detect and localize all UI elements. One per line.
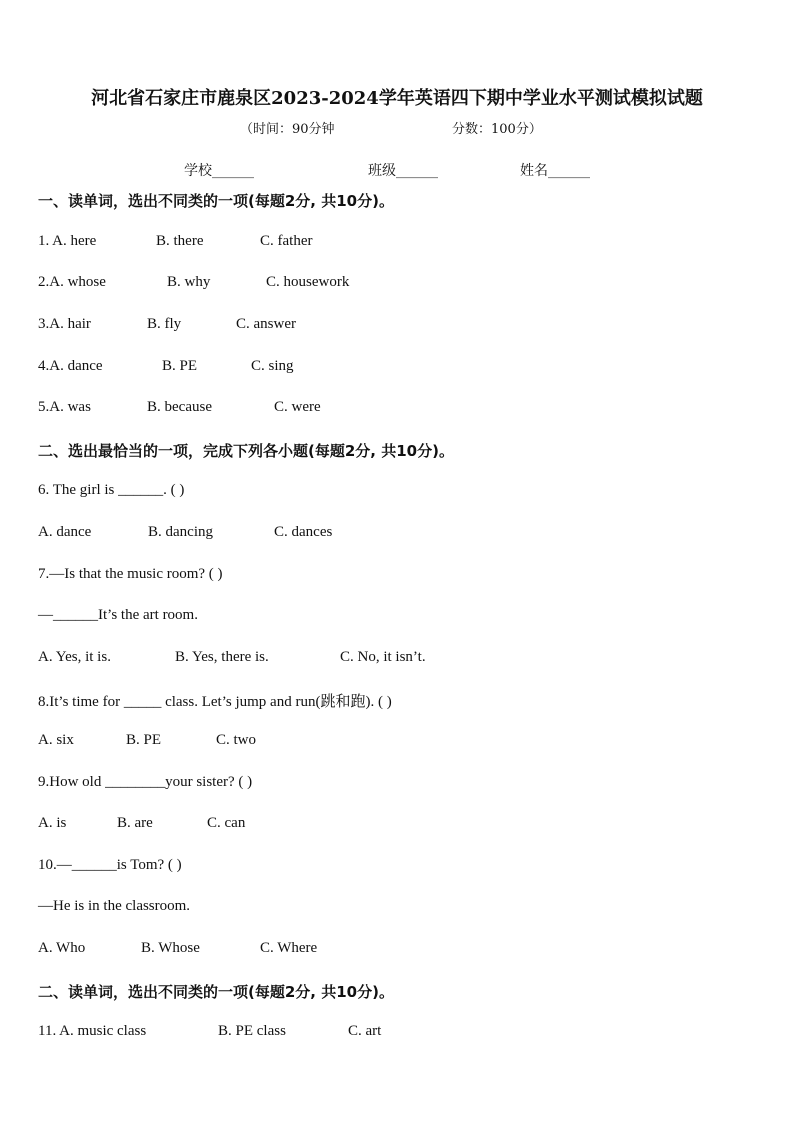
option-c: C. father bbox=[260, 233, 313, 249]
option-b: B. Whose bbox=[141, 940, 200, 956]
question-10-options bbox=[38, 940, 317, 957]
page-title: 河北省石家庄市鹿泉区2023-2024学年英语四下期中学业水平测试模拟试题 bbox=[91, 88, 703, 109]
exam-score: 分数：100分） bbox=[452, 122, 542, 137]
option-b: B. PE class bbox=[218, 1023, 286, 1039]
option-a: 5.A. was bbox=[38, 399, 91, 415]
option-b: B. there bbox=[156, 233, 204, 249]
option-b: B. PE bbox=[126, 732, 162, 748]
option-b: B. PE bbox=[162, 358, 198, 374]
option-b: B. Yes, there is. bbox=[175, 649, 269, 665]
question-2 bbox=[38, 274, 349, 291]
question-11 bbox=[38, 1023, 381, 1040]
option-b: B. dancing bbox=[148, 524, 213, 540]
section1-heading: 一、读单词，选出不同类的一项(每题2分, 共10分)。 bbox=[38, 192, 394, 210]
option-c: C. answer bbox=[236, 316, 296, 332]
option-a: 2.A. whose bbox=[38, 274, 106, 290]
question-8-options bbox=[38, 732, 256, 749]
question-10-answer-line: —He is in the classroom. bbox=[38, 898, 191, 914]
option-a: A. is bbox=[38, 815, 67, 831]
question-1 bbox=[38, 233, 312, 250]
question-7: 7.—Is that the music room? ( ) bbox=[38, 566, 223, 582]
option-a: A. dance bbox=[38, 524, 92, 540]
question-3 bbox=[38, 316, 296, 333]
question-7-answer-line: —______It’s the art room. bbox=[38, 607, 198, 623]
option-c: C. two bbox=[216, 732, 257, 748]
option-c: C. can bbox=[207, 815, 246, 831]
question-5 bbox=[38, 399, 321, 416]
option-a: 4.A. dance bbox=[38, 358, 103, 374]
question-9: 9.How old ________your sister? ( ) bbox=[38, 774, 253, 790]
exam-time: （时间：90分钟 bbox=[240, 122, 335, 137]
option-c: C. dances bbox=[274, 524, 333, 540]
question-6: 6. The girl is ______. ( ) bbox=[38, 482, 185, 498]
option-b: B. why bbox=[167, 274, 211, 290]
option-b: B. are bbox=[117, 815, 153, 831]
name-field: 姓名______ bbox=[520, 163, 590, 179]
option-a: A. Who bbox=[38, 940, 86, 956]
option-a: 3.A. hair bbox=[38, 316, 91, 332]
school-field: 学校______ bbox=[184, 163, 254, 179]
option-c: C. No, it isn’t. bbox=[340, 649, 426, 665]
question-4 bbox=[38, 358, 294, 375]
option-a: 1. A. here bbox=[38, 233, 97, 249]
section2-heading: 二、选出最恰当的一项，完成下列各小题(每题2分, 共10分)。 bbox=[38, 442, 454, 460]
option-b: B. fly bbox=[147, 316, 182, 332]
option-a: 11. A. music class bbox=[38, 1023, 147, 1039]
question-6-options bbox=[38, 524, 332, 541]
option-c: C. Where bbox=[260, 940, 318, 956]
option-a: A. Yes, it is. bbox=[38, 649, 111, 665]
question-7-options bbox=[38, 649, 426, 666]
question-9-options bbox=[38, 815, 245, 832]
question-8: 8.It’s time for _____ class. Let’s jump and run(跳和跑). ( ) bbox=[38, 694, 392, 710]
option-c: C. sing bbox=[251, 358, 294, 374]
option-c: C. housework bbox=[266, 274, 350, 290]
option-c: C. were bbox=[274, 399, 321, 415]
option-c: C. art bbox=[348, 1023, 382, 1039]
section3-heading: 二、读单词，选出不同类的一项(每题2分, 共10分)。 bbox=[38, 983, 394, 1001]
option-b: B. because bbox=[147, 399, 212, 415]
option-a: A. six bbox=[38, 732, 74, 748]
question-10: 10.—______is Tom? ( ) bbox=[38, 857, 182, 873]
class-field: 班级______ bbox=[368, 163, 438, 179]
